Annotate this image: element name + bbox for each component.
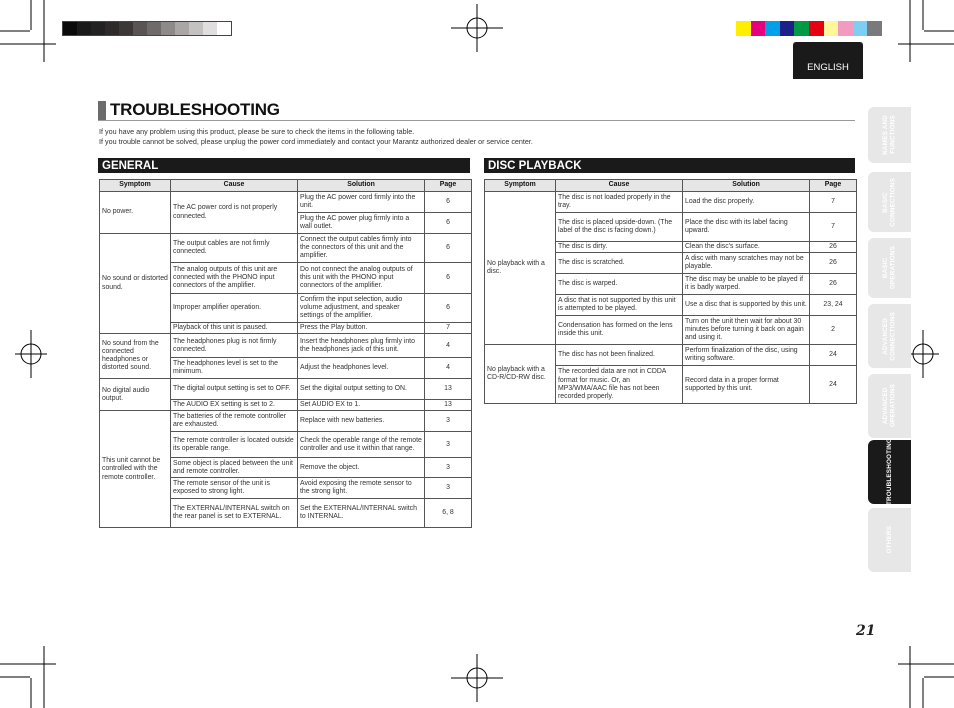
general-troubleshooting-table: [99, 179, 472, 528]
cause-cell: The disc is not loaded properly in the tray.: [556, 192, 683, 213]
solution-cell: Confirm the input selection, audio volume adjustment, and speaker settings of the amplifier.: [298, 294, 425, 323]
cause-cell: A disc that is not supported by this unit is attempted to be played.: [556, 295, 683, 316]
side-tab-label: BASIC CONNECTIONS: [882, 177, 897, 227]
grayscale-calibration-bar: [62, 21, 232, 36]
page-cell: 4: [425, 358, 472, 379]
color-swatch: [867, 21, 882, 36]
page-cell: 6: [425, 263, 472, 294]
solution-cell: Replace with new batteries.: [298, 411, 425, 432]
table-row: [100, 411, 472, 432]
gray-swatch: [63, 22, 77, 35]
solution-header: Solution: [683, 180, 810, 192]
table-row: [100, 234, 472, 263]
cause-cell: Condensation has formed on the lens inside this unit.: [556, 316, 683, 345]
gray-swatch: [161, 22, 175, 35]
cause-cell: The output cables are not firmly connected.: [171, 234, 298, 263]
page-cell: 7: [810, 213, 857, 242]
solution-cell: Press the Play button.: [298, 323, 425, 334]
page-cell: 3: [425, 478, 472, 499]
cause-header: Cause: [556, 180, 683, 192]
side-tab-troubleshooting[interactable]: [868, 440, 911, 504]
solution-cell: Set the digital output setting to ON.: [298, 379, 425, 400]
side-tab-advanced-connections[interactable]: [868, 304, 911, 368]
cause-cell: The disc has not been finalized.: [556, 345, 683, 366]
color-swatch: [853, 21, 868, 36]
cause-cell: The headphones level is set to the minimum.: [171, 358, 298, 379]
cause-cell: The EXTERNAL/INTERNAL switch on the rear panel is set to EXTERNAL.: [171, 499, 298, 528]
symptom-cell: No digital audio output.: [100, 379, 171, 411]
solution-cell: Connect the output cables firmly into the connectors of this unit and the amplifier.: [298, 234, 425, 263]
side-tab-basic-operations[interactable]: [868, 238, 911, 298]
cause-cell: The headphones plug is not firmly connected.: [171, 334, 298, 358]
solution-cell: Plug the AC power plug firmly into a wall outlet.: [298, 213, 425, 234]
cause-cell: The disc is warped.: [556, 274, 683, 295]
symptom-cell: No sound from the connected headphones or distorted sound.: [100, 334, 171, 379]
page-cell: 3: [425, 458, 472, 478]
symptom-header: Symptom: [485, 180, 556, 192]
registration-mark-bottom: [451, 654, 503, 702]
side-tab-label: BASIC OPERATIONS: [882, 246, 897, 290]
cause-cell: The batteries of the remote controller are exhausted.: [171, 411, 298, 432]
gray-swatch: [147, 22, 161, 35]
color-swatch: [824, 21, 839, 36]
page-cell: 23, 24: [810, 295, 857, 316]
page-header: Page: [810, 180, 857, 192]
table-row: [485, 345, 857, 366]
gray-swatch: [91, 22, 105, 35]
page-cell: 4: [425, 334, 472, 358]
cause-cell: The recorded data are not in CDDA format for music. Or, an MP3/WMA/AAC file has not been recorded properly.: [556, 366, 683, 404]
solution-cell: Adjust the headphones level.: [298, 358, 425, 379]
solution-cell: Do not connect the analog outputs of this unit with the PHONO input connectors of the amplifier.: [298, 263, 425, 294]
cause-cell: The remote controller is located outside its operable range.: [171, 432, 298, 458]
page-cell: 26: [810, 274, 857, 295]
color-swatch: [751, 21, 766, 36]
side-tab-advanced-operations[interactable]: [868, 374, 911, 438]
table-row: [485, 192, 857, 213]
gray-swatch: [105, 22, 119, 35]
solution-cell: Avoid exposing the remote sensor to the strong light.: [298, 478, 425, 499]
solution-cell: Perform finalization of the disc, using writing software.: [683, 345, 810, 366]
solution-cell: A disc with many scratches may not be playable.: [683, 253, 810, 274]
page-title-block: [98, 100, 280, 120]
solution-cell: Plug the AC power cord firmly into the unit.: [298, 192, 425, 213]
solution-cell: Remove the object.: [298, 458, 425, 478]
table-row: [100, 192, 472, 213]
title-marker: [98, 101, 106, 120]
intro-line-1: If you have any problem using this product, please be sure to check the items in the following table.: [99, 127, 415, 136]
table-row: [100, 334, 472, 358]
gray-swatch: [133, 22, 147, 35]
intro-line-2: If you trouble cannot be solved, please unplug the power cord immediately and contact your Marantz authorized dealer or service center.: [99, 136, 533, 146]
cause-cell: The remote sensor of the unit is exposed to strong light.: [171, 478, 298, 499]
solution-cell: Record data in a proper format supported by this unit.: [683, 366, 810, 404]
page-cell: 2: [810, 316, 857, 345]
intro-text: [99, 127, 533, 146]
page-cell: 3: [425, 411, 472, 432]
gray-swatch: [175, 22, 189, 35]
side-tab-names-and-functions[interactable]: [868, 107, 911, 163]
cause-cell: The disc is scratched.: [556, 253, 683, 274]
color-calibration-bar: [736, 21, 882, 36]
solution-cell: Set AUDIO EX to 1.: [298, 400, 425, 411]
table-header-row: [100, 180, 472, 192]
table-header-row: [485, 180, 857, 192]
solution-cell: Set the EXTERNAL/INTERNAL switch to INTERNAL.: [298, 499, 425, 528]
registration-mark-left: [15, 330, 47, 378]
page-cell: 13: [425, 400, 472, 411]
registration-mark-top: [451, 4, 503, 52]
cause-cell: Improper amplifier operation.: [171, 294, 298, 323]
symptom-cell: No sound or distorted sound.: [100, 234, 171, 334]
cause-cell: The disc is dirty.: [556, 242, 683, 253]
symptom-cell: No power.: [100, 192, 171, 234]
symptom-header: Symptom: [100, 180, 171, 192]
side-tab-label: OTHERS: [885, 526, 893, 554]
color-swatch: [809, 21, 824, 36]
gray-swatch: [217, 22, 231, 35]
page-cell: 24: [810, 366, 857, 404]
side-tab-basic-connections[interactable]: [868, 172, 911, 232]
color-swatch: [838, 21, 853, 36]
page-title: TROUBLESHOOTING: [110, 100, 280, 119]
cause-cell: Playback of this unit is paused.: [171, 323, 298, 334]
solution-cell: Load the disc properly.: [683, 192, 810, 213]
cause-header: Cause: [171, 180, 298, 192]
side-tab-label: TROUBLESHOOTING: [885, 438, 893, 506]
table-row: [100, 379, 472, 400]
solution-cell: Use a disc that is supported by this unit.: [683, 295, 810, 316]
title-rule: [98, 120, 855, 121]
gray-swatch: [203, 22, 217, 35]
symptom-cell: No playback with a CD-R/CD-RW disc.: [485, 345, 556, 404]
cause-cell: The AUDIO EX setting is set to 2.: [171, 400, 298, 411]
general-section-heading: GENERAL: [98, 158, 470, 173]
page-number: 21: [856, 623, 876, 639]
cause-cell: The analog outputs of this unit are connected with the PHONO input connectors of the amplifier.: [171, 263, 298, 294]
solution-header: Solution: [298, 180, 425, 192]
gray-swatch: [189, 22, 203, 35]
symptom-cell: This unit cannot be controlled with the remote controller.: [100, 411, 171, 528]
gray-swatch: [77, 22, 91, 35]
page-cell: 3: [425, 432, 472, 458]
color-swatch: [736, 21, 751, 36]
page-cell: 7: [810, 192, 857, 213]
page-cell: 6, 8: [425, 499, 472, 528]
page-cell: 7: [425, 323, 472, 334]
gray-swatch: [119, 22, 133, 35]
cause-cell: Some object is placed between the unit and remote controller.: [171, 458, 298, 478]
solution-cell: Clean the disc's surface.: [683, 242, 810, 253]
cause-cell: The disc is placed upside-down. (The label of the disc is facing down.): [556, 213, 683, 242]
solution-cell: Check the operable range of the remote controller and use it within that range.: [298, 432, 425, 458]
page-header: Page: [425, 180, 472, 192]
color-swatch: [765, 21, 780, 36]
cause-cell: The digital output setting is set to OFF.: [171, 379, 298, 400]
disc-playback-section-heading: DISC PLAYBACK: [484, 158, 855, 173]
cause-cell: The AC power cord is not properly connected.: [171, 192, 298, 234]
side-tab-label: ADVANCED CONNECTIONS: [882, 311, 897, 361]
page-cell: 13: [425, 379, 472, 400]
color-swatch: [780, 21, 795, 36]
page-cell: 6: [425, 234, 472, 263]
page-cell: 24: [810, 345, 857, 366]
solution-cell: Insert the headphones plug firmly into the headphones jack of this unit.: [298, 334, 425, 358]
side-tab-label: ADVANCED OPERATIONS: [882, 384, 897, 428]
disc-playback-troubleshooting-table: [484, 179, 857, 404]
solution-cell: Place the disc with its label facing upward.: [683, 213, 810, 242]
registration-mark-right: [907, 330, 939, 378]
language-tab: ENGLISH: [793, 42, 863, 79]
side-tab-label: NAMES AND FUNCTIONS: [882, 115, 897, 155]
page-cell: 6: [425, 192, 472, 213]
side-tab-others[interactable]: [868, 508, 911, 572]
solution-cell: The disc may be unable to be played if it is badly warped.: [683, 274, 810, 295]
solution-cell: Turn on the unit then wait for about 30 minutes before turning it back on again and using it.: [683, 316, 810, 345]
color-swatch: [794, 21, 809, 36]
symptom-cell: No playback with a disc.: [485, 192, 556, 345]
page-cell: 26: [810, 242, 857, 253]
page-cell: 6: [425, 213, 472, 234]
page-cell: 6: [425, 294, 472, 323]
page-cell: 26: [810, 253, 857, 274]
